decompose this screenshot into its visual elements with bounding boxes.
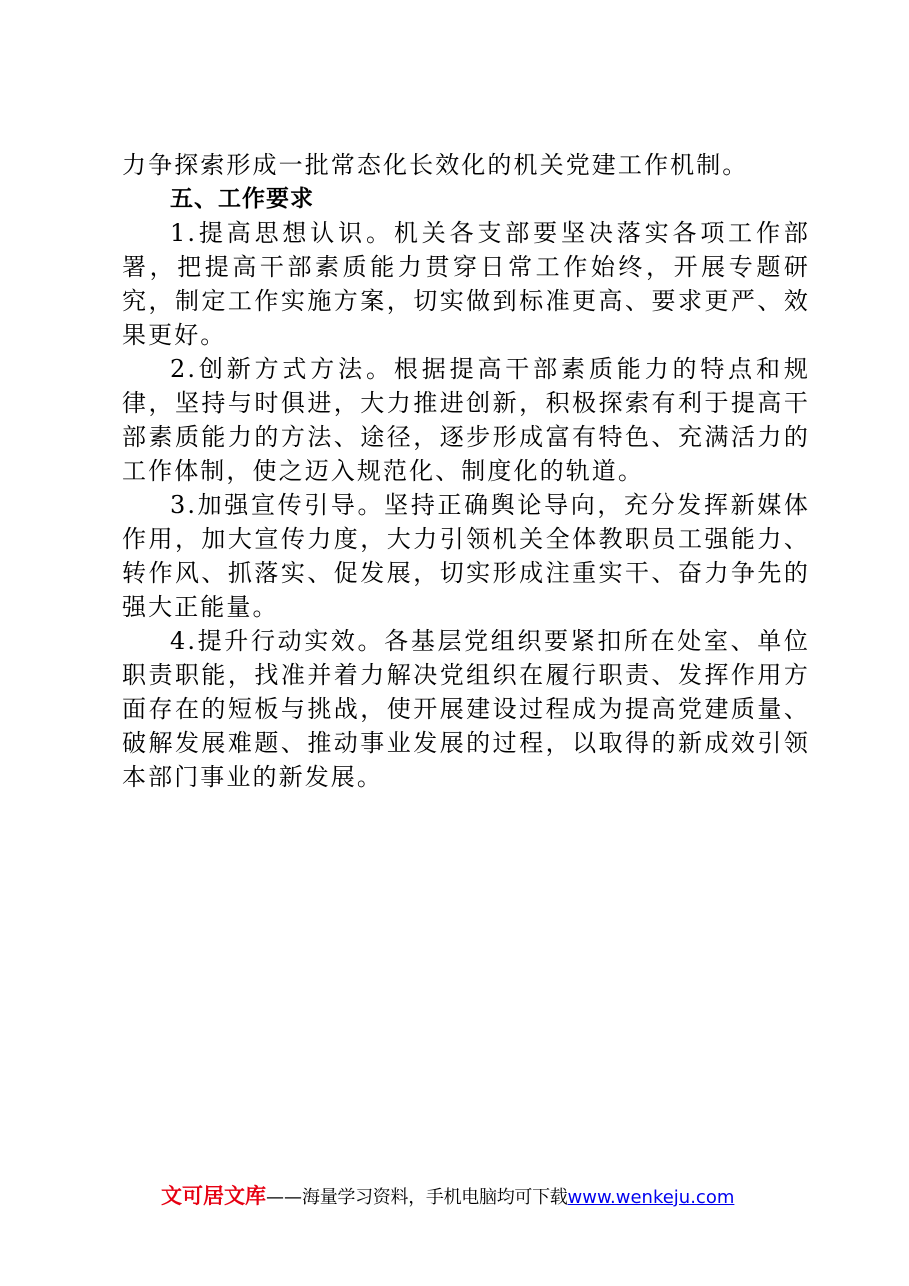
paragraph-item-3: 3.加强宣传引导。坚持正确舆论导向，充分发挥新媒体作用，加大宣传力度，大力引领机关全体教职员工强能力、转作风、抓落实、促发展，切实形成注重实干、奋力争先的强大正能量。: [122, 491, 810, 621]
footer-banner: [161, 1182, 734, 1212]
paragraph-continuation: 力争探索形成一批常态化长效化的机关党建工作机制。: [122, 151, 749, 179]
footer-slogan: 海量学习资料，手机电脑均可下载: [302, 1187, 568, 1208]
footer-separator: ——: [266, 1187, 302, 1208]
paragraph-item-2: 2.创新方式方法。根据提高干部素质能力的特点和规律，坚持与时俱进，大力推进创新，积极探索有利于提高干部素质能力的方法、途径，逐步形成富有特色、充满活力的工作体制，使之迈入规范化、制度化的轨道。: [122, 355, 810, 485]
footer-site-link[interactable]: www.wenkeju.com: [567, 1187, 735, 1208]
section-heading: 五、工作要求: [170, 186, 314, 212]
paragraph-item-1: 1.提高思想认识。机关各支部要坚决落实各项工作部署，把提高干部素质能力贯穿日常工作始终，开展专题研究，制定工作实施方案，切实做到标准更高、要求更严、效果更好。: [122, 219, 810, 349]
document-body: [122, 148, 810, 794]
paragraph-item-4: 4.提升行动实效。各基层党组织要紧扣所在处室、单位职责职能，找准并着力解决党组织在履行职责、发挥作用方面存在的短板与挑战，使开展建设过程成为提高党建质量、破解发展难题、推动事业发展的过程，以取得的新成效引领本部门事业的新发展。: [122, 627, 810, 791]
footer-brand: 文可居文库: [161, 1184, 266, 1208]
